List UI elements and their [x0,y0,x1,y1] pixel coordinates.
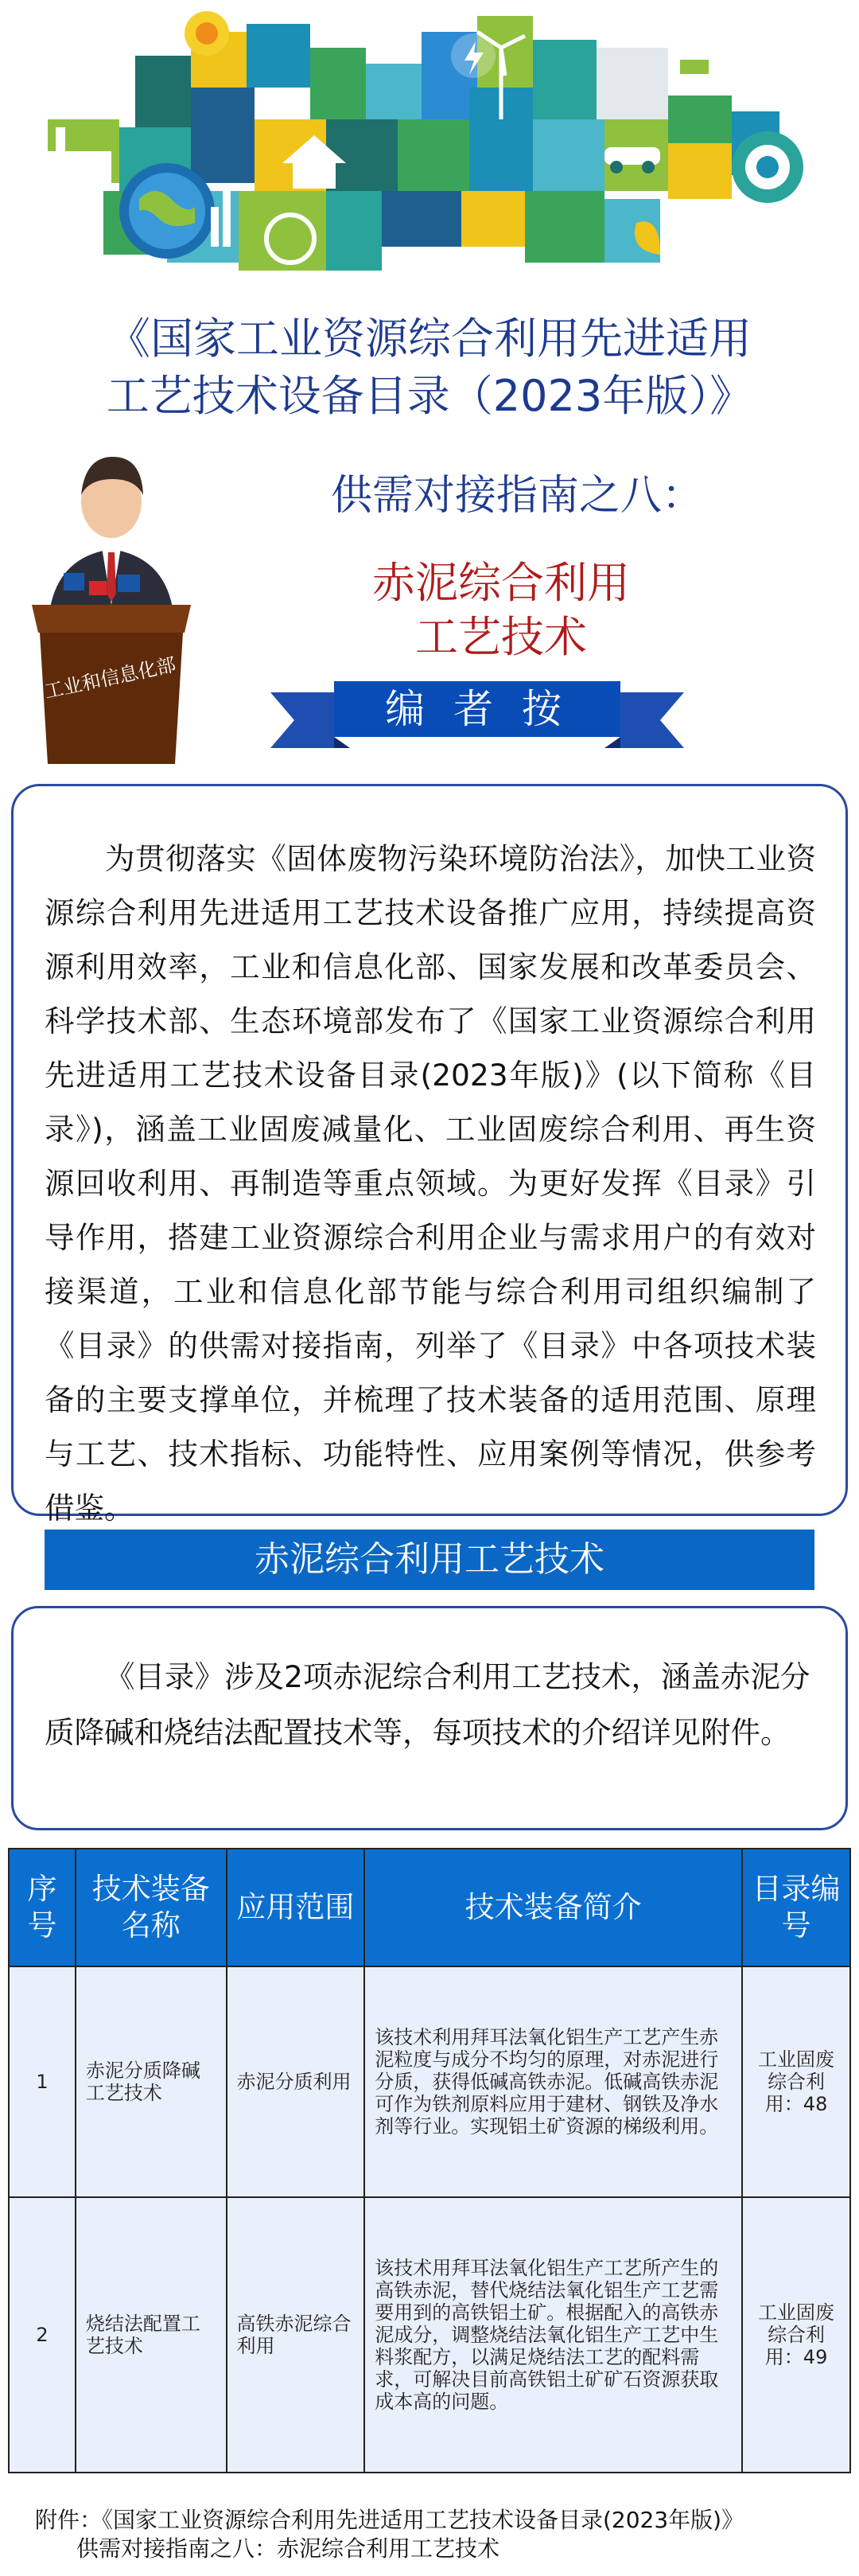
podium-label: 工业和信息化部 [42,653,178,703]
section-title: 赤泥综合利用工艺技术 [45,1530,814,1590]
header-code: 目录编号 [742,1849,850,1966]
cell-no: 1 [9,1966,76,2197]
guide-title: 供需对接指南之八： [330,472,703,520]
topic-line2: 工艺技术 [415,612,587,662]
main-title-line1: 《国家工业资源综合利用先进适用 [107,314,752,364]
speaker-podium-illustration [8,454,215,764]
cell-desc: 该技术利用拜耳法氧化铝生产工艺产生赤泥粒度与成分不均匀的原理，对赤泥进行分质，获得低碱高铁赤泥。低碱高铁赤泥可作为铁剂原料应用于建材、钢铁及净水剂等行业。实现铝土矿资源的梯级利用。 [364,1966,742,2197]
main-title-line2: 工艺技术设备目录（2023年版）》 [106,371,753,421]
footer-guide-line: 供需对接指南之八：赤泥综合利用工艺技术 [76,2535,500,2562]
table-row [9,2197,850,2473]
cell-scope: 赤泥分质利用 [227,1966,365,2197]
cell-name: 烧结法配置工艺技术 [76,2197,227,2473]
cell-code: 工业固废综合利用：48 [742,1966,850,2197]
technology-table [8,1848,851,2473]
topic-line1: 赤泥综合利用 [372,558,630,608]
header-no: 序号 [9,1849,76,1966]
cell-desc: 该技术用拜耳法氧化铝生产工艺所产生的高铁赤泥，替代烧结法氧化铝生产工艺需要用到的高铁铝土矿。根据配入的高铁赤泥成分，调整烧结法氧化铝生产工艺中生料浆配方，以满足烧结法工艺的配料需求，可解决目前高铁铝土矿矿石资源获取成本高的问题。 [364,2197,742,2473]
table-row [9,1966,850,2197]
cell-scope: 高铁赤泥综合利用 [227,2197,365,2473]
header-name: 技术装备名称 [76,1849,227,1966]
table-header-row [9,1849,850,1966]
cell-name: 赤泥分质降碱工艺技术 [76,1966,227,2197]
footer-attachment-line: 附件：《国家工业资源综合利用先进适用工艺技术设备目录(2023年版)》 [35,2507,744,2533]
header-desc: 技术装备简介 [364,1849,742,1966]
cell-no: 2 [9,2197,76,2473]
eco-banner-illustration [0,0,859,294]
summary-paragraph: 《目录》涉及2项赤泥综合利用工艺技术，涵盖赤泥分质降碱和烧结法配置技术等，每项技术的介绍详见附件。 [45,1659,810,1750]
header-scope: 应用范围 [227,1849,365,1966]
intro-paragraph: 为贯彻落实《固体废物污染环境防治法》，加快工业资源综合利用先进适用工艺技术设备推广应用，持续提高资源利用效率，工业和信息化部、国家发展和改革委员会、科学技术部、生态环境部发布了《国家工业资源综合利用先进适用工艺技术设备目录(2023年版)》(以下简称《目录》)，涵盖工业固废减量化、工业固废综合利用、再生资源回收利用、再制造等重点领域。为更好发挥《目录》引导作用，搭建工业资源综合利用企业与需求用户的有效对接渠道，工业和信息化部节能与综合利用司组织编制了《目录》的供需对接指南，列举了《目录》中各项技术装备的主要支撑单位，并梳理了技术装备的适用范围、原理与工艺、技术指标、功能特性、应用案例等情况，供参考借鉴。 [45,841,816,1526]
cell-code: 工业固废综合利用：49 [742,2197,850,2473]
editor-note-label: 编 者 按 [385,686,569,732]
